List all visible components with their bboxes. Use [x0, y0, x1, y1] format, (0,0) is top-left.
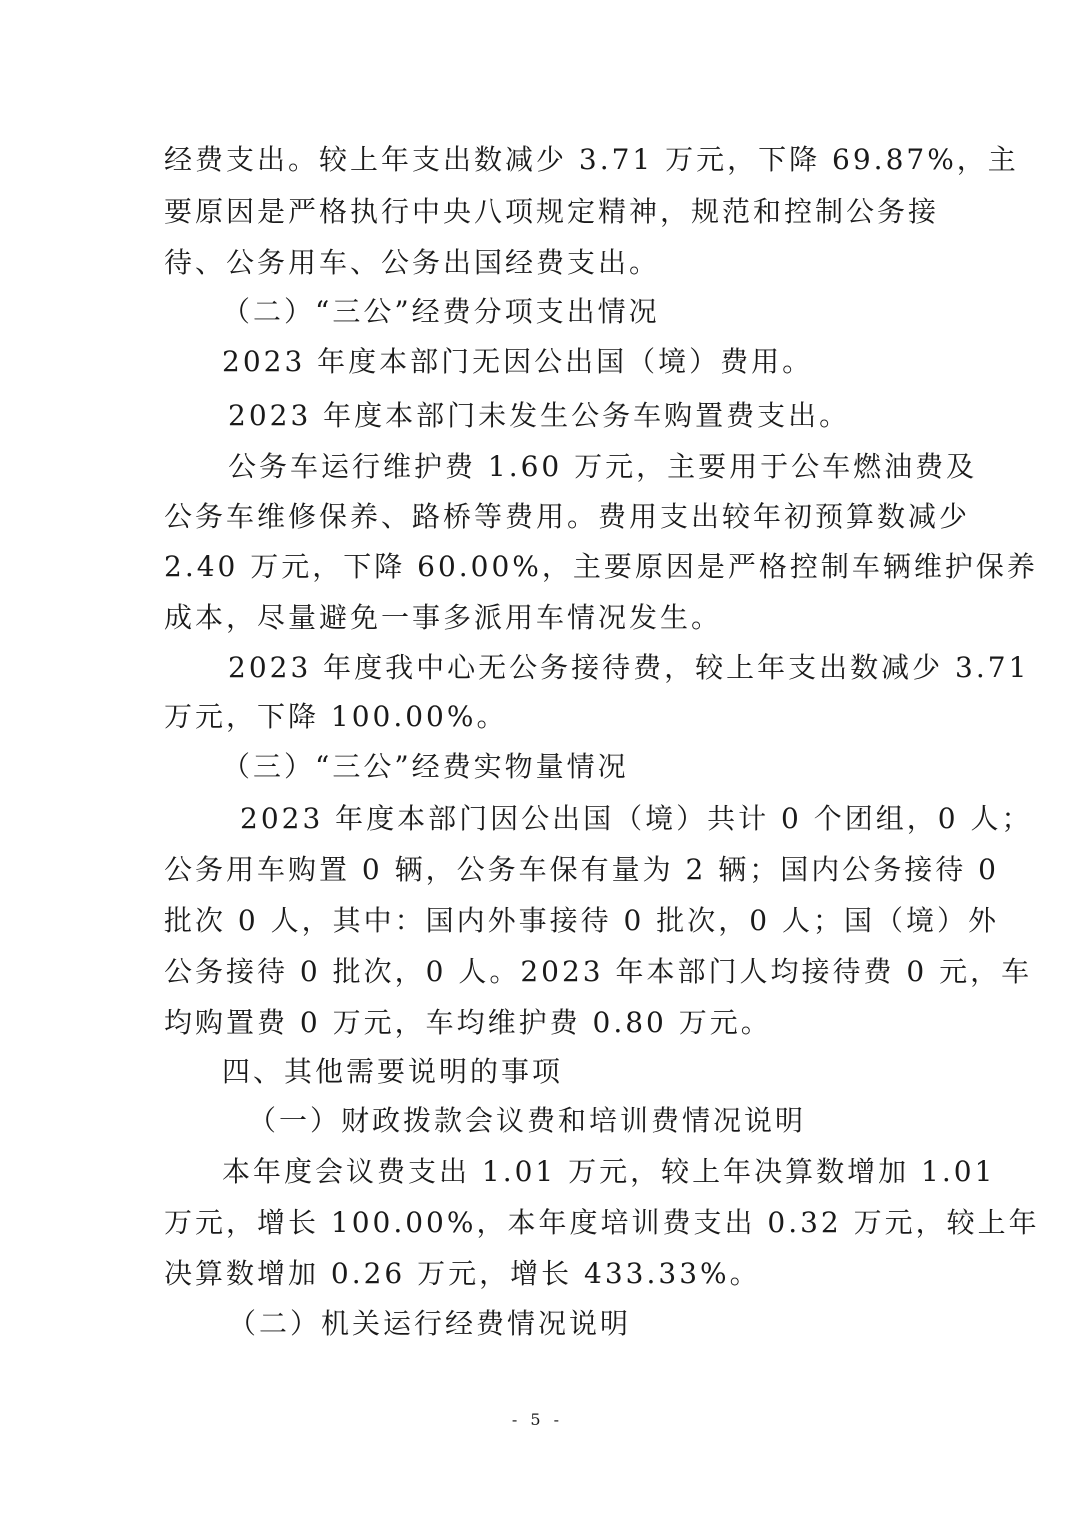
text-line-10: 成本，尽量避免一事多派用车情况发生。: [164, 601, 723, 634]
text-line-12: 万元，下降 100.00%。: [164, 700, 508, 733]
text-line-9: 2.40 万元，下降 60.00%，主要原因是严格控制车辆维护保养: [164, 550, 1038, 583]
section-heading-4: 四、其他需要说明的事项: [222, 1055, 564, 1088]
text-line-11: 2023 年度我中心无公务接待费，较上年支出数减少 3.71: [228, 651, 1030, 684]
section-heading-3: （三）“三公”经费实物量情况: [222, 750, 629, 783]
text-line-16: 批次 0 人，其中：国内外事接待 0 批次，0 人；国（境）外: [164, 904, 999, 937]
text-line-1: 经费支出。较上年支出数减少 3.71 万元，下降 69.87%，主: [164, 143, 1019, 176]
text-line-8: 公务车维修保养、路桥等费用。费用支出较年初预算数减少: [164, 500, 971, 533]
text-line-18: 均购置费 0 万元，车均维护费 0.80 万元。: [164, 1006, 772, 1039]
subsection-heading-4-1: （一）财政拨款会议费和培训费情况说明: [248, 1104, 807, 1137]
text-line-23: 决算数增加 0.26 万元，增长 433.33%。: [164, 1257, 761, 1290]
text-line-7: 公务车运行维护费 1.60 万元，主要用于公车燃油费及: [228, 450, 978, 483]
section-heading-2: （二）“三公”经费分项支出情况: [222, 295, 660, 328]
text-line-21: 本年度会议费支出 1.01 万元，较上年决算数增加 1.01: [222, 1155, 996, 1188]
subsection-heading-4-2: （二）机关运行经费情况说明: [228, 1307, 632, 1340]
text-line-6: 2023 年度本部门未发生公务车购置费支出。: [228, 399, 851, 432]
text-line-2: 要原因是严格执行中央八项规定精神，规范和控制公务接: [164, 195, 940, 228]
page-number: - 5 -: [511, 1410, 564, 1429]
text-line-5: 2023 年度本部门无因公出国（境）费用。: [222, 345, 814, 378]
text-line-22: 万元，增长 100.00%，本年度培训费支出 0.32 万元，较上年: [164, 1206, 1040, 1239]
text-line-3: 待、公务用车、公务出国经费支出。: [164, 246, 661, 279]
text-line-15: 公务用车购置 0 辆，公务车保有量为 2 辆；国内公务接待 0: [164, 853, 999, 886]
text-line-17: 公务接待 0 批次，0 人。2023 年本部门人均接待费 0 元，车: [164, 955, 1033, 988]
text-line-14: 2023 年度本部门因公出国（境）共计 0 个团组，0 人；: [240, 802, 1033, 835]
